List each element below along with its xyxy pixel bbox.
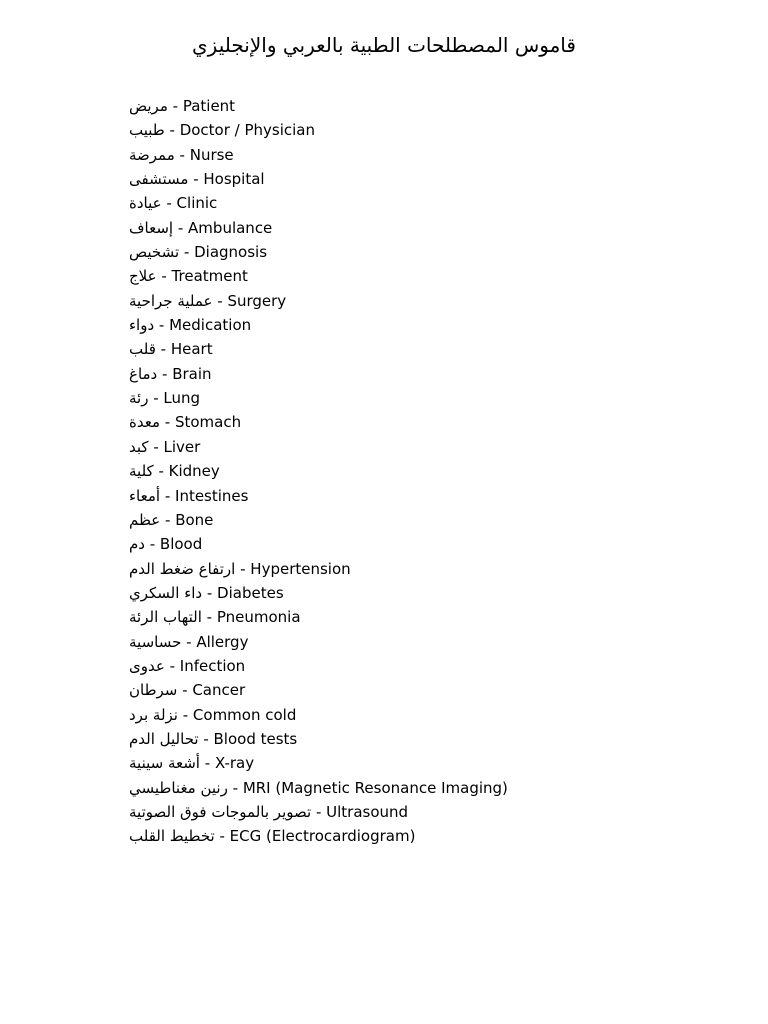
arabic-term: ممرضة [129,145,175,164]
arabic-term: تشخيص [129,243,180,262]
term-separator: - [173,218,189,237]
english-term: Ultrasound [326,802,409,821]
english-term: Surgery [227,291,287,310]
term-separator: - [177,681,193,700]
term-separator: - [160,486,176,505]
english-term: Treatment [171,267,248,286]
english-term: Bone [175,510,214,529]
arabic-term: أشعة سينية [129,754,200,773]
term-row [129,703,508,727]
english-term: Medication [169,316,252,335]
term-separator: - [157,364,173,383]
arabic-term: دواء [129,316,155,335]
term-separator: - [212,291,228,310]
arabic-term: عدوى [129,656,165,675]
term-row [129,605,508,629]
english-term: Lung [163,389,201,408]
english-term: Doctor / Physician [179,121,316,140]
term-separator: - [144,535,160,554]
term-row [129,313,508,337]
term-row [129,654,508,678]
term-separator: - [148,437,164,456]
term-row [129,216,508,240]
english-term: Brain [172,364,212,383]
term-row [129,289,508,313]
term-separator: - [161,194,177,213]
arabic-term: رئة [129,389,149,408]
term-separator: - [199,754,215,773]
term-separator: - [202,583,218,602]
term-separator: - [155,340,171,359]
term-row [129,581,508,605]
english-term: Intestines [175,486,249,505]
arabic-term: كلية [129,462,154,481]
term-list [129,94,508,849]
term-separator: - [181,632,197,651]
term-row [129,459,508,483]
term-row [129,508,508,532]
english-term: Nurse [189,145,234,164]
term-row [129,386,508,410]
english-term: X-ray [214,754,255,773]
english-term: Diagnosis [194,243,268,262]
arabic-term: عظم [129,510,161,529]
arabic-term: تحاليل الدم [129,729,199,748]
english-term: Cancer [192,681,246,700]
english-term: Pneumonia [216,608,301,627]
arabic-term: التهاب الرئة [129,608,202,627]
term-separator: - [174,145,190,164]
page-title: قاموس المصطلحات الطبية بالعربي والإنجليزي [192,33,576,57]
term-row [129,118,508,142]
english-term: ECG (Electrocardiogram) [229,827,416,846]
english-term: Patient [182,97,236,115]
english-term: Blood tests [213,729,298,748]
term-row [129,143,508,167]
term-row [129,167,508,191]
term-separator: - [160,510,176,529]
english-term: MRI (Magnetic Resonance Imaging) [242,778,508,797]
term-row [129,264,508,288]
term-separator: - [160,413,175,432]
term-row [129,435,508,459]
arabic-term: رنين مغناطيسي [129,778,228,797]
term-row [129,484,508,508]
term-separator: - [148,389,164,408]
english-term: Clinic [176,194,218,213]
english-term: Kidney [168,462,220,481]
term-separator: - [198,729,214,748]
term-separator: - [188,170,204,189]
arabic-term: إسعاف [129,218,174,237]
term-separator: - [156,267,172,286]
english-term: Hypertension [250,559,351,578]
english-term: Diabetes [217,583,284,602]
arabic-term: دماغ [129,364,158,383]
arabic-term: قلب [129,340,156,359]
term-separator: - [164,656,180,675]
english-term: Hospital [203,170,265,189]
term-separator: - [164,121,180,140]
term-separator: - [235,559,251,578]
arabic-term: عملية جراحية [129,291,213,310]
term-row [129,800,508,824]
arabic-term: سرطان [129,681,178,700]
term-separator: - [154,316,170,335]
english-term: Heart [170,340,213,359]
arabic-term: أمعاء [129,486,161,505]
arabic-term: حساسية [129,632,182,651]
term-separator: - [153,462,169,481]
arabic-term: طبيب [129,121,165,140]
english-term: Allergy [196,632,249,651]
arabic-term: كبد [129,437,149,456]
term-row [129,727,508,751]
arabic-term: عيادة [129,194,162,213]
arabic-term: دم [129,535,145,554]
arabic-term: مريض [129,97,168,115]
arabic-term: مستشفى [129,170,189,189]
arabic-term: علاج [129,267,157,286]
term-row [129,410,508,434]
arabic-term: نزلة برد [129,705,178,724]
term-row [129,94,508,118]
arabic-term: معدة [129,413,161,432]
term-row [129,191,508,215]
arabic-term: تصوير بالموجات فوق الصوتية [129,802,312,821]
english-term: Blood [159,535,203,554]
term-separator: - [214,827,230,846]
arabic-term: تخطيط القلب [129,827,215,846]
term-row [129,337,508,361]
term-row [129,776,508,800]
term-row [129,824,508,848]
english-term: Infection [179,656,246,675]
english-term: Stomach [174,413,242,432]
english-term: Common cold [192,705,297,724]
term-row [129,630,508,654]
term-row [129,678,508,702]
term-separator: - [227,778,243,797]
arabic-term: ارتفاع ضغط الدم [129,559,236,578]
term-separator: - [201,608,217,627]
term-row [129,532,508,556]
term-separator: - [179,243,195,262]
term-separator: - [167,97,183,115]
english-term: Ambulance [188,218,273,237]
term-row [129,240,508,264]
term-row [129,751,508,775]
term-separator: - [177,705,193,724]
term-row [129,557,508,581]
arabic-term: داء السكري [129,583,203,602]
english-term: Liver [163,437,201,456]
term-row [129,362,508,386]
term-separator: - [311,802,327,821]
